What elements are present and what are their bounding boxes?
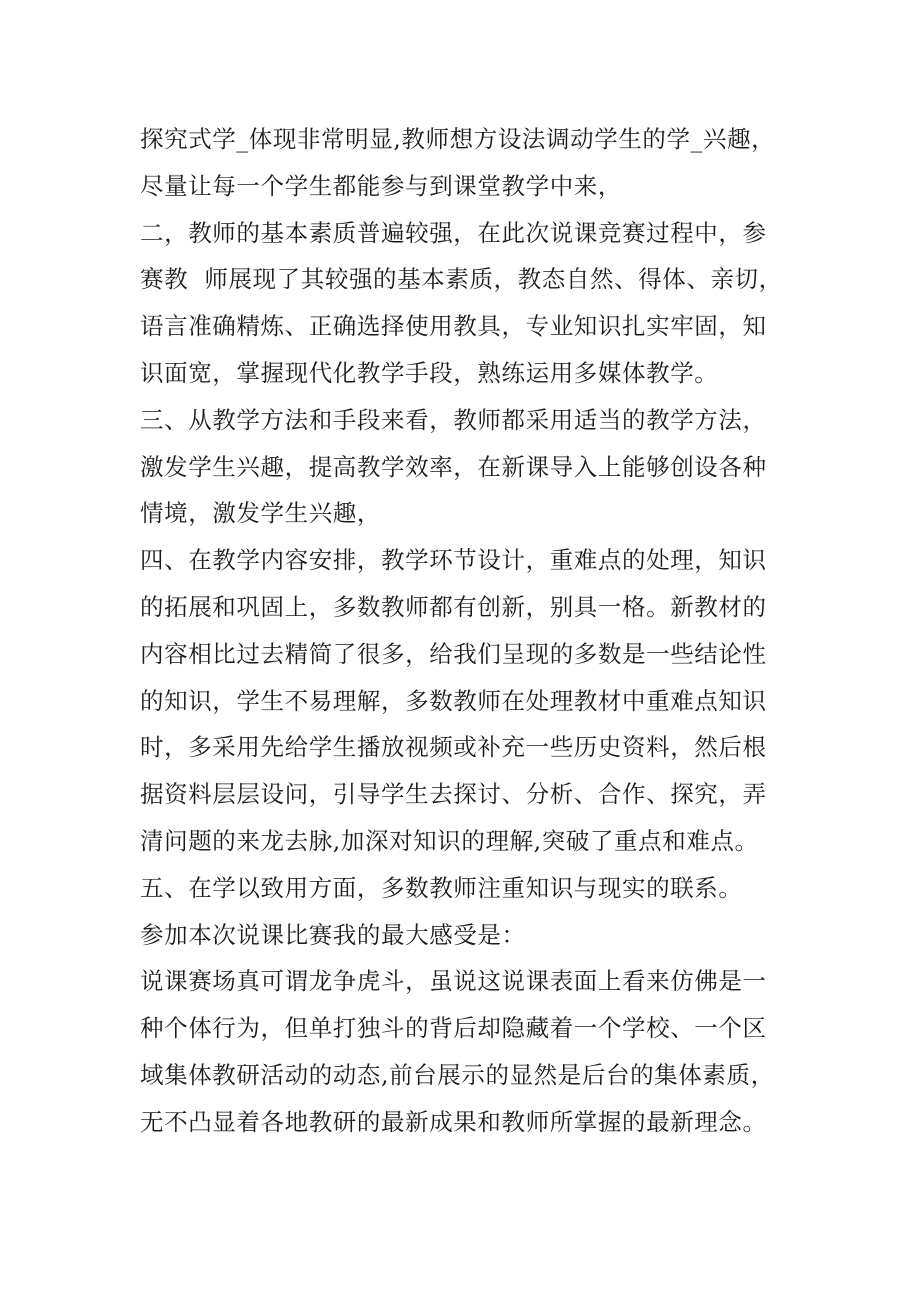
text-line: 情境，激发学生兴趣， (140, 499, 381, 528)
text-line: 据资料层层设问，引导学生去探讨、分析、合作、探究，弄 (140, 780, 767, 809)
text-line: 种个体行为，但单打独斗的背后却隐藏着一个学校、一个区 (140, 1014, 767, 1043)
document-body (140, 116, 800, 1146)
text-line: 清问题的来龙去脉,加深对知识的理解,突破了重点和难点。 (140, 826, 759, 855)
text-line: 赛教 师展现了其较强的基本素质，教态自然、得体、亲切， (140, 265, 783, 294)
text-line: 的知识，学生不易理解，多数教师在处理教材中重难点知识 (140, 686, 767, 715)
text-line: 域集体教研活动的动态,前台展示的显然是后台的集体素质， (140, 1060, 775, 1089)
text-line: 识面宽，掌握现代化教学手段，熟练运用多媒体教学。 (140, 358, 719, 387)
text-line: 二，教师的基本素质普遍较强，在此次说课竞赛过程中，参 (140, 218, 767, 247)
text-line: 无不凸显着各地教研的最新成果和教师所掌握的最新理念。 (140, 1107, 767, 1136)
text-line: 尽量让每一个学生都能参与到课堂教学中来， (140, 171, 622, 200)
text-line: 时，多采用先给学生播放视频或补充一些历史资料，然后根 (140, 733, 767, 762)
text-line: 探究式学_体现非常明显,教师想方设法调动学生的学_兴趣， (140, 125, 776, 153)
text-line: 四、在教学内容安排，教学环节设计，重难点的处理，知识 (140, 546, 767, 575)
text-line: 说课赛场真可谓龙争虎斗，虽说这说课表面上看来仿佛是一 (140, 967, 767, 996)
text-line: 的拓展和巩固上，多数教师都有创新，别具一格。新教材的 (140, 592, 767, 621)
text-line: 激发学生兴趣，提高教学效率，在新课导入上能够创设各种 (140, 452, 767, 481)
text-line: 内容相比过去精简了很多，给我们呈现的多数是一些结论性 (140, 639, 767, 668)
text-line: 参加本次说课比赛我的最大感受是： (140, 920, 526, 949)
text-line: 语言准确精炼、正确选择使用教具，专业知识扎实牢固，知 (140, 312, 767, 341)
text-line: 三、从教学方法和手段来看，教师都采用适当的教学方法， (140, 405, 767, 434)
text-line: 五、在学以致用方面，多数教师注重知识与现实的联系。 (140, 873, 743, 902)
